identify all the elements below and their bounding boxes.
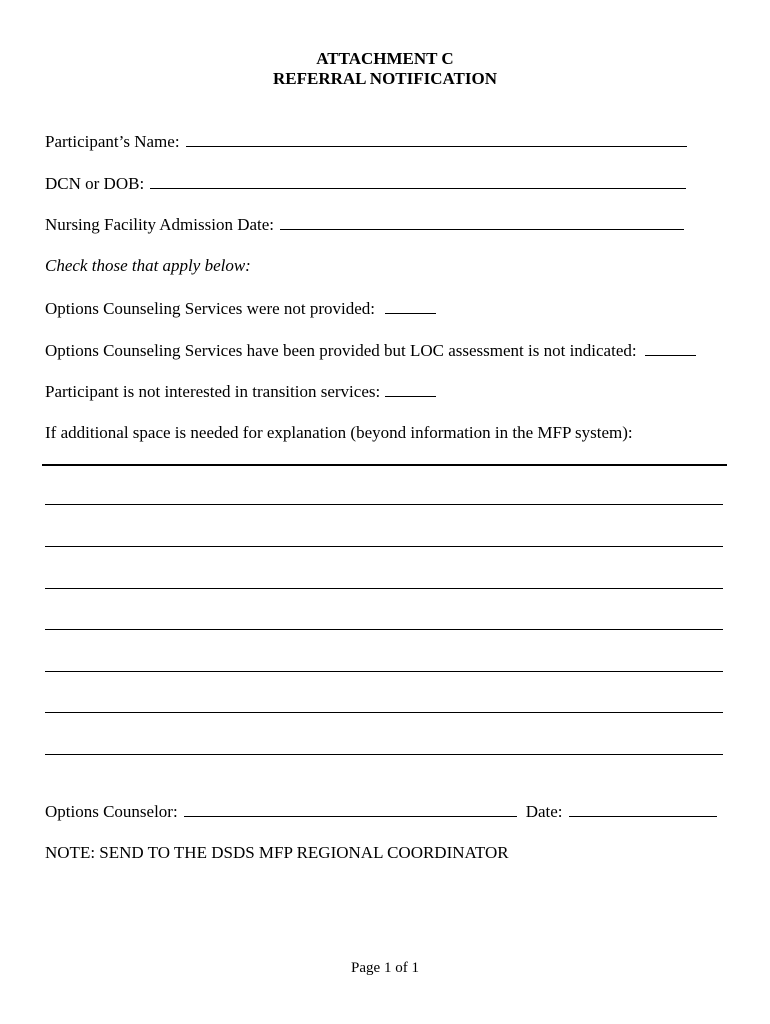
counselor-label: Options Counselor: [45,802,178,821]
date-label: Date: [525,802,563,821]
explanation-prompt: If additional space is needed for explanation (beyond information in the MFP system): [45,423,633,442]
form-title-referral: REFERRAL NOTIFICATION [272,69,498,88]
page-number: Page 1 of 1 [351,960,419,976]
explanation-line[interactable] [45,588,723,589]
check-instruction: Check those that apply below: [45,256,251,275]
explanation-line[interactable] [45,629,723,630]
check-not-provided-label: Options Counseling Services were not provided: [45,299,376,318]
admission-date-field[interactable] [280,213,684,230]
note-text: NOTE: SEND TO THE DSDS MFP REGIONAL COORDINATOR [45,843,509,862]
counselor-field[interactable] [184,800,517,817]
participant-name-row [45,130,687,152]
dcn-dob-row [45,172,686,194]
explanation-line[interactable] [45,546,723,547]
explanation-line[interactable] [42,464,727,466]
admission-date-row [45,213,684,235]
check-loc-not-indicated-label: Options Counseling Services have been provided but LOC assessment is not indicated: [45,341,637,360]
admission-date-label: Nursing Facility Admission Date: [45,215,275,234]
explanation-line[interactable] [45,504,723,505]
check-not-provided-row [45,297,436,319]
form-title-attachment: ATTACHMENT C [316,49,454,68]
check-loc-not-indicated-field[interactable] [645,339,696,356]
check-not-provided-field[interactable] [385,297,436,314]
explanation-line[interactable] [45,712,723,713]
check-not-interested-label: Participant is not interested in transition services: [45,382,381,401]
date-field[interactable] [569,800,717,817]
check-not-interested-row [45,380,436,402]
participant-name-field[interactable] [186,130,687,147]
check-not-interested-field[interactable] [385,380,436,397]
check-loc-not-indicated-row [45,339,696,361]
explanation-line[interactable] [45,671,723,672]
explanation-line[interactable] [45,754,723,755]
dcn-dob-field[interactable] [150,172,686,189]
participant-name-label: Participant’s Name: [45,132,180,151]
signature-row [45,800,717,822]
dcn-dob-label: DCN or DOB: [45,174,145,193]
